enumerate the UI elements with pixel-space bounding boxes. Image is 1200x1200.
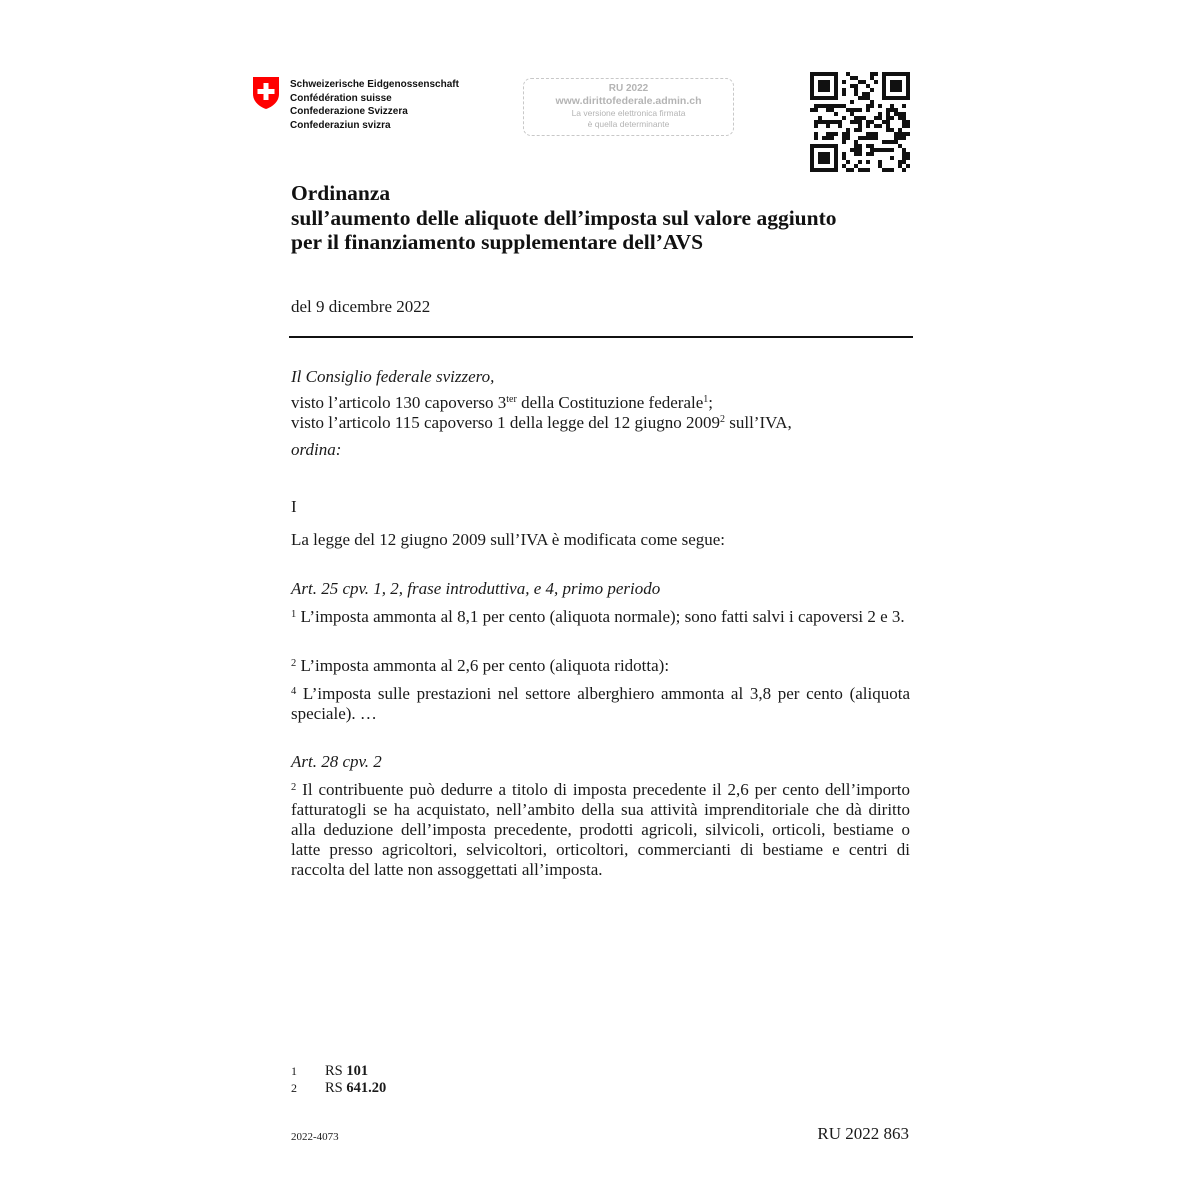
- stamp-collection: RU 2022: [608, 83, 649, 94]
- paragraph-number: 2: [291, 782, 297, 793]
- swiss-cross-shield-icon: [252, 76, 280, 110]
- federation-name-fr: Confédération suisse: [290, 92, 392, 104]
- article-heading: Art. 28 cpv. 2: [291, 752, 382, 771]
- footnote-text: [325, 1080, 386, 1097]
- preamble-line-1-text: visto l’articolo 130 capoverso 3: [291, 393, 507, 412]
- title-divider: [289, 336, 913, 338]
- publication-stamp: [523, 78, 734, 136]
- document-title: [291, 181, 837, 255]
- stamp-note-1: La versione elettronica firmata: [571, 108, 686, 118]
- footnote-reference[interactable]: 101: [346, 1063, 369, 1079]
- footnote-number: 2: [291, 1080, 297, 1095]
- preamble-line-2-text: visto l’articolo 115 capoverso 1 della legge del 12 giugno 2009: [291, 413, 720, 432]
- title-line-3: per il finanziamento supplementare dell’AVS: [291, 230, 704, 254]
- paragraph-text: L’imposta sulle prestazioni nel settore alberghiero ammonta al 3,8 per cento (aliquota speciale). …: [291, 684, 910, 723]
- section-numeral: I: [291, 497, 297, 516]
- title-line-2: sull’aumento delle aliquote dell’imposta sul valore aggiunto: [291, 205, 837, 230]
- paragraph-text: Il contribuente può dedurre a titolo di imposta precedente il 2,6 per cento dell’importo fatturatogli se ha acquistato, nell’ambito della sua attività imprenditoriale che dà diritto alla deduzione dell’imposta precedente, prodotti agricoli, silvicoli, orticoli, bestiame o latte presso agricoltori, selvicoltori, orticoltori, commercianti di bestiame e centri di raccolta del latte non assoggettati all’imposta.: [291, 780, 910, 879]
- qr-code-icon: [810, 72, 910, 172]
- article-paragraph: [291, 656, 910, 676]
- preamble-line-2-text-2: sull’IVA,: [725, 413, 792, 432]
- federation-name-rm: Confederaziun svizra: [290, 119, 391, 131]
- paragraph-number: 4: [291, 686, 297, 697]
- page-identifier: RU 2022 863: [817, 1124, 909, 1143]
- preamble-decree: ordina:: [291, 440, 342, 459]
- section-intro: La legge del 12 giugno 2009 sull’IVA è modificata come segue:: [291, 530, 726, 549]
- document-date: del 9 dicembre 2022: [291, 297, 431, 316]
- footnote-number: 1: [291, 1064, 297, 1078]
- footnote-ref-1[interactable]: 1: [703, 394, 709, 405]
- document-code: 2022-4073: [291, 1131, 339, 1143]
- footnote-text: [325, 1063, 368, 1080]
- preamble-line-1-text-2: della Costituzione federale: [516, 393, 704, 412]
- footnote-prefix: RS: [325, 1063, 347, 1079]
- article-paragraph: [291, 607, 910, 627]
- footnote: [291, 1080, 386, 1097]
- paragraph-number: 1: [291, 609, 297, 620]
- footnote: [291, 1063, 386, 1080]
- footnote-reference[interactable]: 641.20: [346, 1079, 387, 1096]
- federation-name-it: Confederazione Svizzera: [290, 106, 408, 117]
- footnote-prefix: RS: [325, 1079, 347, 1096]
- footnotes: [291, 1063, 386, 1096]
- preamble-line-1-end: ;: [708, 393, 714, 412]
- federation-names: [290, 78, 459, 132]
- stamp-url: www.dirittofederale.admin.ch: [555, 95, 702, 107]
- paragraph-text: L’imposta ammonta al 2,6 per cento (aliquota ridotta):: [296, 656, 670, 675]
- preamble-line-2: [291, 413, 792, 433]
- preamble-superscript: ter: [506, 394, 517, 405]
- article-heading: Art. 25 cpv. 1, 2, frase introduttiva, e 4, primo periodo: [291, 579, 661, 598]
- article-paragraph: [291, 684, 910, 724]
- footnote-ref-2[interactable]: 2: [720, 414, 725, 425]
- federation-name-de: Schweizerische Eidgenossenschaft: [290, 79, 459, 90]
- paragraph-text: L’imposta ammonta al 8,1 per cento (aliquota normale); sono fatti salvi i capoversi 2 e 3.: [296, 607, 905, 626]
- article-paragraph: [291, 780, 910, 880]
- title-line-1: Ordinanza: [291, 181, 391, 205]
- preamble-authority: Il Consiglio federale svizzero,: [291, 367, 495, 386]
- preamble-line-1: [291, 393, 713, 413]
- stamp-note-2: è quella determinante: [587, 119, 670, 129]
- paragraph-number: 2: [291, 658, 297, 669]
